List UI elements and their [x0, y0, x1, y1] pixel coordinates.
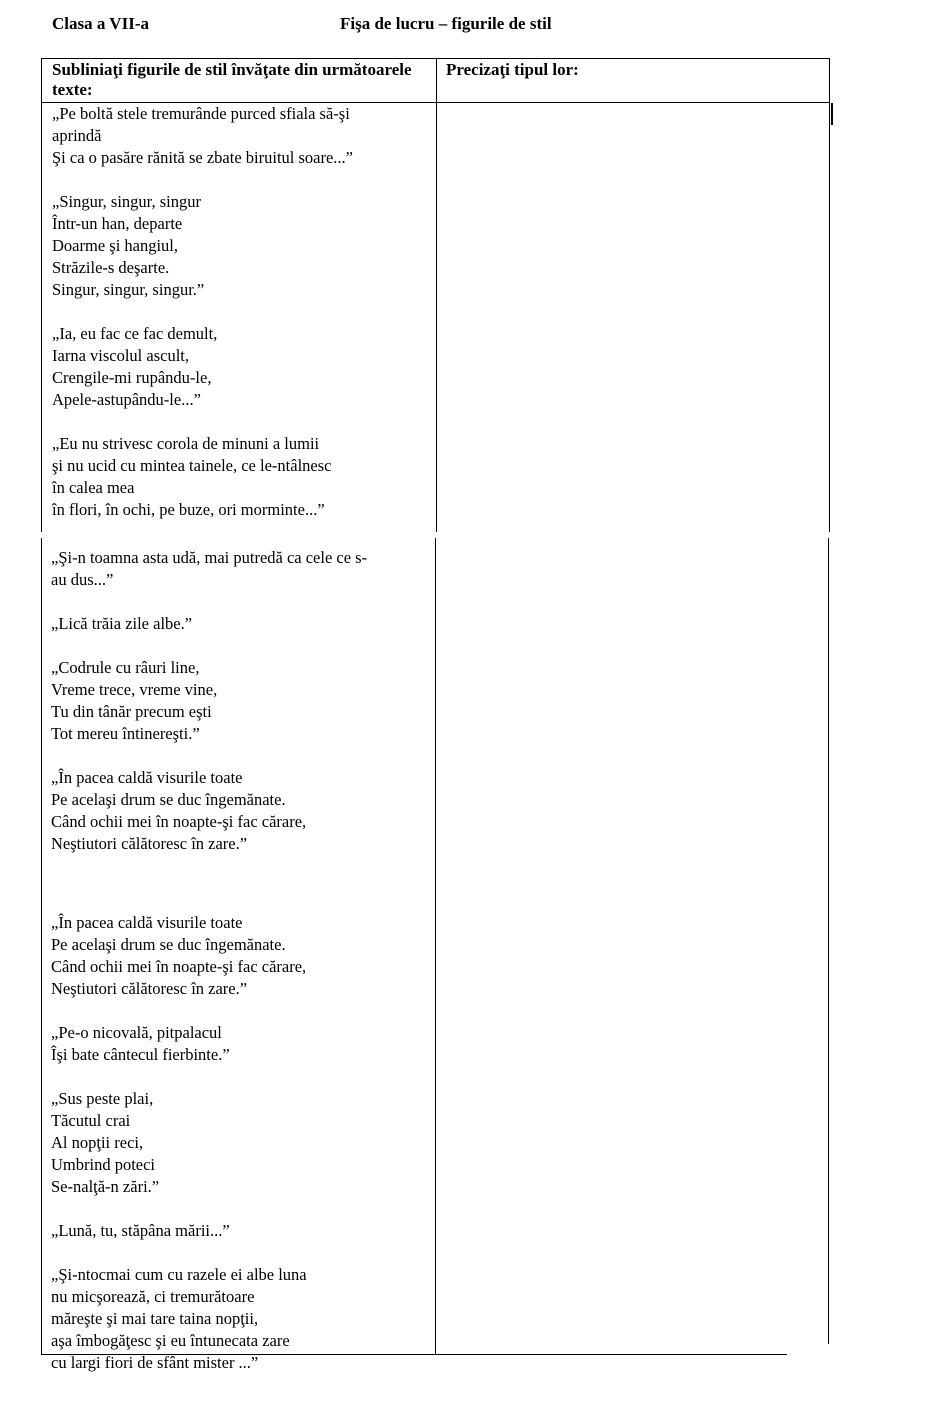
column-divider-top: [436, 58, 437, 532]
poem-line: Vreme trece, vreme vine,: [51, 680, 218, 699]
stanza-gap: [51, 1198, 431, 1220]
poems-block-2: [51, 547, 431, 1374]
poem-line: Îşi bate cântecul fierbinte.”: [51, 1045, 230, 1064]
stanza-gap: [51, 635, 431, 657]
poem-line: „În pacea caldă visurile toate: [51, 913, 243, 932]
poem-line: Tot mereu întinereşti.”: [51, 724, 200, 743]
poem-line: Umbrind poteci: [51, 1155, 156, 1174]
poem-line: Neştiutori călătoresc în zare.”: [51, 979, 248, 998]
stanza-gap: [51, 745, 431, 767]
poem-line: şi nu ucid cu mintea tainele, ce le-ntâlnesc: [52, 456, 332, 475]
table-bottom-left-border: [41, 538, 42, 1355]
column-header-specify-type: Precizaţi tipul lor:: [446, 60, 579, 79]
poem-line: Singur, singur, singur.”: [52, 280, 205, 299]
poems-block-1: [52, 103, 432, 521]
poem-line: „Ia, eu fac ce fac demult,: [52, 324, 218, 343]
poem-line: „Eu nu strivesc corola de minuni a lumii: [52, 434, 320, 453]
stanza-gap: [51, 890, 431, 912]
poem-line: Pe acelaşi drum se duc îngemănate.: [51, 935, 286, 954]
poem-line: „Şi-ntocmai cum cu razele ei albe luna: [51, 1265, 307, 1284]
stanza-gap: [51, 1066, 431, 1088]
poem-line: Neştiutori călătoresc în zare.”: [51, 834, 248, 853]
poem-line: „Codrule cu râuri line,: [51, 658, 200, 677]
poem-line: Tăcutul crai: [51, 1111, 131, 1130]
table-bottom-right-border: [828, 538, 829, 1344]
stanza-gap: [51, 1242, 431, 1264]
poem-line: „Singur, singur, singur: [52, 192, 202, 211]
poem-line: Într-un han, departe: [52, 214, 183, 233]
poem-line: Al nopţii reci,: [51, 1133, 144, 1152]
poem-line: măreşte şi mai tare taina nopţii,: [51, 1309, 259, 1328]
cursor-mark: [831, 103, 833, 125]
stanza-gap: [52, 169, 432, 191]
poem-line: cu largi fiori de sfânt mister ...”: [51, 1353, 259, 1372]
poem-line: „Şi-n toamna asta udă, mai putredă ca cele ce s-: [51, 548, 368, 567]
column-divider-bottom: [435, 538, 436, 1355]
poem-line: „Lică trăia zile albe.”: [51, 614, 193, 633]
stanza-gap: [51, 855, 431, 890]
poem-line: Iarna viscolul ascult,: [52, 346, 189, 365]
stanza-gap: [51, 1000, 431, 1022]
poem-line: au dus...”: [51, 570, 114, 589]
poem-line: „În pacea caldă visurile toate: [51, 768, 243, 787]
poem-line: Doarme şi hangiul,: [52, 236, 179, 255]
poem-line: Se-nalţă-n zări.”: [51, 1177, 160, 1196]
poem-line: Crengile-mi rupându-le,: [52, 368, 212, 387]
poem-line: în calea mea: [52, 478, 135, 497]
class-label: Clasa a VII-a: [52, 14, 149, 33]
poem-line: Străzile-s deşarte.: [52, 258, 170, 277]
poem-line: „Lună, tu, stăpâna mării...”: [51, 1221, 230, 1240]
poem-line: nu micşorează, ci tremurătoare: [51, 1287, 255, 1306]
worksheet-title: Fişa de lucru – figurile de stil: [340, 14, 552, 33]
poem-line: Şi ca o pasăre rănită se zbate biruitul soare...”: [52, 148, 353, 167]
poem-line: Când ochii mei în noapte-şi fac cărare,: [51, 957, 307, 976]
poem-line: în flori, în ochi, pe buze, ori morminte...”: [52, 500, 325, 519]
stanza-gap: [52, 301, 432, 323]
poem-line: aprindă: [52, 126, 102, 145]
stanza-gap: [51, 591, 431, 613]
poem-line: „Pe boltă stele tremurânde purced sfiala să-şi: [52, 104, 350, 123]
stanza-gap: [52, 411, 432, 433]
poem-line: Tu din tânăr precum eşti: [51, 702, 212, 721]
column-header-underline-task: Subliniaţi figurile de stil învăţate din următoarele texte:: [52, 60, 412, 99]
poem-line: „Pe-o nicovală, pitpalacul: [51, 1023, 222, 1042]
poem-line: Apele-astupându-le...”: [52, 390, 201, 409]
poem-line: „Sus peste plai,: [51, 1089, 154, 1108]
poem-line: Pe acelaşi drum se duc îngemănate.: [51, 790, 286, 809]
poem-line: aşa îmbogăţesc şi eu întunecata zare: [51, 1331, 290, 1350]
poem-line: Când ochii mei în noapte-şi fac cărare,: [51, 812, 307, 831]
